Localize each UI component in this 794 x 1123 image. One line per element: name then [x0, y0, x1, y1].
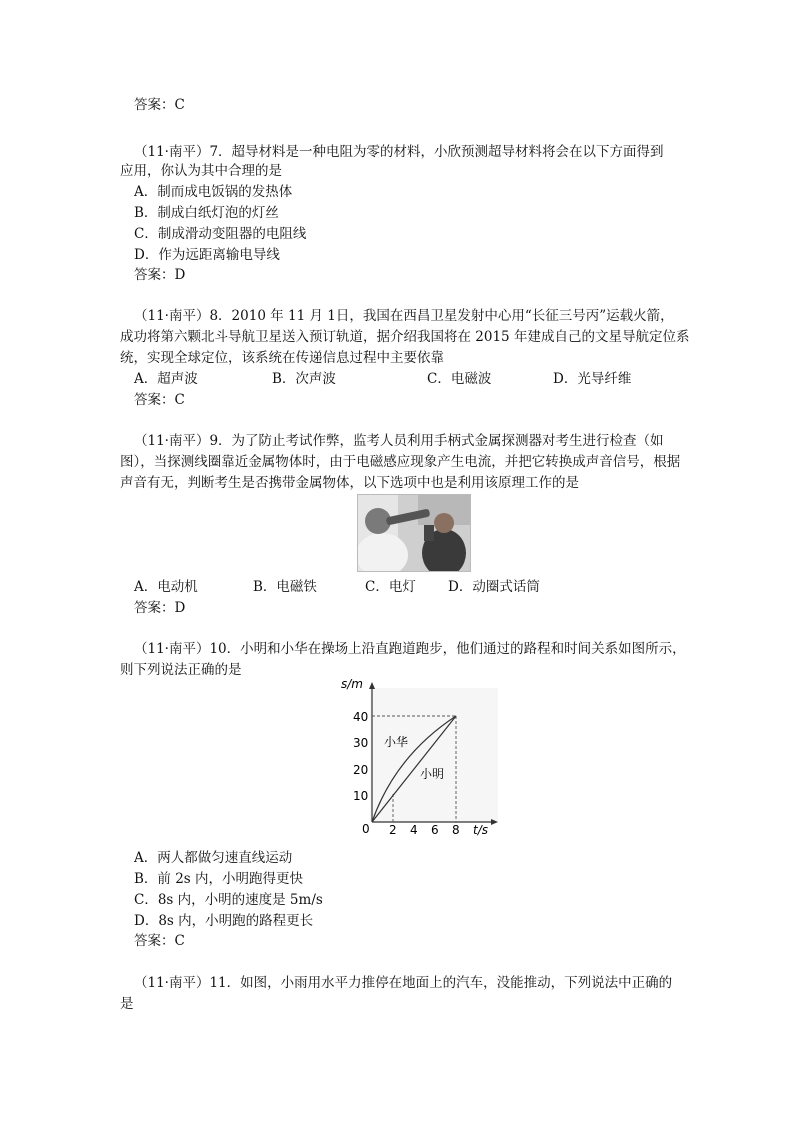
- q10-answer: 答案：C: [134, 933, 185, 949]
- q10-option-b: B．前 2s 内，小明跑得更快: [134, 871, 304, 887]
- q10-option-d: D．8s 内，小明跑的路程更长: [134, 913, 314, 929]
- q9-option-a: A．电动机: [134, 579, 198, 595]
- label-xiaohua: 小华: [384, 735, 409, 749]
- q8-line3: 统，实现全球定位，该系统在传递信息过程中主要依靠: [120, 350, 444, 366]
- q7-option-c: C．制成滑动变阻器的电阻线: [134, 226, 307, 242]
- q8-line2: 成功将第六颗北斗导航卫星送入预订轨道，据介绍我国将在 2015 年建成自己的文星导航定位系: [120, 329, 690, 345]
- q10-option-c: C．8s 内，小明的速度是 5m/s: [134, 892, 323, 908]
- answer-top: 答案：C: [134, 97, 185, 113]
- q8-option-d: D．光导纤维: [553, 371, 632, 387]
- x-tick-8: 8: [452, 823, 460, 836]
- y-axis-arrow: [369, 682, 375, 689]
- q7-answer: 答案：D: [134, 267, 186, 283]
- label-xiaoming: 小明: [420, 767, 445, 781]
- y-axis-label: s/m: [341, 677, 363, 691]
- q7-option-d: D．作为远距离输电导线: [134, 247, 280, 263]
- q8-option-a: A．超声波: [134, 371, 198, 387]
- q9-option-c: C．电灯: [365, 579, 416, 595]
- q8-line1: （11·南平）8．2010 年 11 月 1日，我国在西昌卫星发射中心用“长征三号丙”运载火箭，: [134, 308, 674, 324]
- y-tick-40: 40: [353, 710, 369, 724]
- q8-option-b: B．次声波: [272, 371, 336, 387]
- q11-line1: （11·南平）11．如图，小雨用水平力推停在地面上的汽车，没能推动，下列说法中正确的: [134, 975, 673, 991]
- x-axis-label: t/s: [473, 823, 488, 836]
- x-tick-6: 6: [431, 823, 439, 836]
- x-tick-2: 2: [389, 823, 397, 836]
- q8-option-c: C．电磁波: [427, 371, 492, 387]
- q10-line1: （11·南平）10．小明和小华在操场上沿直跑道跑步，他们通过的路程和时间关系如图所示，: [134, 641, 686, 657]
- distance-time-graph: [340, 676, 500, 836]
- y-tick-20: 20: [353, 763, 369, 777]
- q9-line3: 声音有无，判断考生是否携带金属物体，以下选项中也是利用该原理工作的是: [120, 475, 579, 491]
- metal-detector-photo: [357, 494, 471, 572]
- q9-answer: 答案：D: [134, 600, 186, 616]
- y-tick-10: 10: [353, 789, 369, 803]
- q9-option-d: D．动圈式话筒: [448, 579, 540, 595]
- q7-option-b: B．制成白纸灯泡的灯丝: [134, 205, 279, 221]
- q11-line2: 是: [120, 996, 134, 1012]
- q7-option-a: A．制而成电饭锅的发热体: [134, 184, 293, 200]
- q10-option-a: A．两人都做匀速直线运动: [134, 850, 293, 866]
- q9-line1: （11·南平）9．为了防止考试作弊，监考人员利用手柄式金属探测器对考生进行检查（如: [134, 433, 664, 449]
- q7-line1: （11·南平）7．超导材料是一种电阻为零的材料，小欣预测超导材料将会在以下方面得到: [134, 144, 664, 160]
- origin-label: 0: [362, 822, 370, 836]
- q8-answer: 答案：C: [134, 392, 185, 408]
- y-tick-30: 30: [353, 736, 369, 750]
- q9-line2: 图），当探测线圈靠近金属物体时，由于电磁感应现象产生电流，并把它转换成声音信号，根据: [120, 454, 681, 470]
- x-tick-4: 4: [410, 823, 418, 836]
- q7-line2: 应用，你认为其中合理的是: [120, 163, 282, 179]
- q9-option-b: B．电磁铁: [253, 579, 317, 595]
- q10-line2: 则下列说法正确的是: [120, 662, 242, 678]
